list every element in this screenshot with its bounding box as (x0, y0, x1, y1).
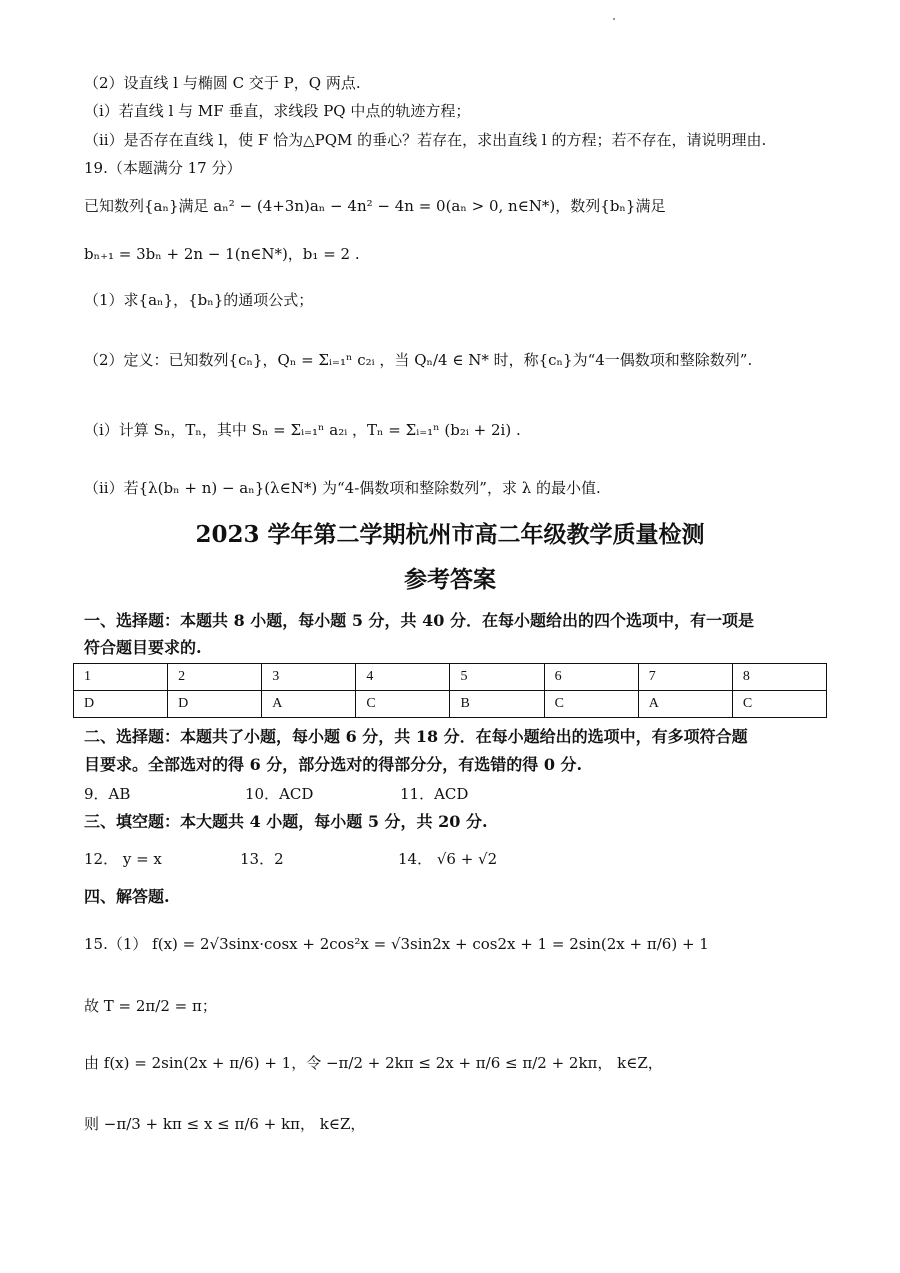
q15-line4: 则 −π/3 + kπ ≤ x ≤ π/6 + kπ， k∈Z， (84, 1115, 366, 1133)
table-cell: A (638, 691, 732, 718)
table-cell: 6 (544, 664, 638, 691)
section1-heading-line2: 符合题目要求的. (84, 638, 202, 657)
fill-answer-13: 13．2 (240, 850, 284, 868)
table-cell: 2 (168, 664, 262, 691)
table-cell: 8 (732, 664, 826, 691)
fill-answer-14: 14． √6 + √2 (398, 850, 498, 868)
q15-line2: 故 T = 2π/2 = π； (84, 997, 217, 1015)
table-cell: 1 (74, 664, 168, 691)
mc-answer-11: 11．ACD (400, 785, 469, 803)
table-cell: A (262, 691, 356, 718)
q18-part2-ii: （ii）是否存在直线 l，使 F 恰为△PQM 的垂心？若存在，求出直线 l 的方程；若不存在，请说明理由. (84, 131, 767, 149)
section2-heading-line1: 二、选择题：本题共了小题，每小题 6 分，共 18 分．在每小题给出的选项中，有多项符合题 (84, 727, 748, 746)
table-cell: 3 (262, 664, 356, 691)
q18-part2-i: （i）若直线 l 与 MF 垂直，求线段 PQ 中点的轨迹方程； (84, 102, 471, 120)
table-cell: C (732, 691, 826, 718)
fill-answer-12: 12． y = x (84, 850, 162, 868)
answer-table-answer-row (74, 691, 827, 718)
table-cell: C (544, 691, 638, 718)
table-cell: B (450, 691, 544, 718)
scan-dot (613, 18, 615, 20)
q19-part2-ii: （ii）若{λ(bₙ + n) − aₙ}(λ∈N*) 为“4-偶数项和整除数列”，求 λ 的最小值. (84, 479, 601, 497)
mc-answer-9: 9．AB (84, 785, 131, 803)
q15-line1: 15.（1） f(x) = 2√3sinx·cosx + 2cos²x = √3sin2x + cos2x + 1 = 2sin(2x + π/6) + 1 (84, 935, 709, 953)
q19-part2: （2）定义：已知数列{cₙ}，Qₙ = Σᵢ₌₁ⁿ c₂ᵢ ，当 Qₙ/4 ∈ N* 时，称{cₙ}为“4一偶数项和整除数列”. (84, 351, 753, 369)
table-cell: 4 (356, 664, 450, 691)
answer-table (73, 663, 827, 718)
table-cell: 5 (450, 664, 544, 691)
q19-stem-line2: bₙ₊₁ = 3bₙ + 2n − 1(n∈N*)，b₁ = 2 . (84, 245, 360, 263)
section3-heading: 三、填空题：本大题共 4 小题，每小题 5 分，共 20 分. (84, 812, 488, 831)
table-cell: D (168, 691, 262, 718)
section1-heading-line1: 一、选择题：本题共 8 小题，每小题 5 分，共 40 分．在每小题给出的四个选项中，有一项是 (84, 611, 754, 630)
q19-part1: （1）求{aₙ}，{bₙ}的通项公式； (84, 291, 314, 309)
section2-heading-line2: 目要求。全部选对的得 6 分，部分选对的得部分分，有选错的得 0 分. (84, 755, 583, 774)
q15-line3: 由 f(x) = 2sin(2x + π/6) + 1，令 −π/2 + 2kπ ≤ 2x + π/6 ≤ π/2 + 2kπ， k∈Z， (84, 1054, 663, 1072)
q18-part2: （2）设直线 l 与椭圆 C 交于 P，Q 两点. (84, 74, 361, 92)
q19-stem-line1: 已知数列{aₙ}满足 aₙ² − (4+3n)aₙ − 4n² − 4n = 0(aₙ > 0, n∈N*)，数列{bₙ}满足 (84, 197, 666, 215)
answer-title: 2023 学年第二学期杭州市高二年级教学质量检测 (195, 521, 705, 548)
answer-subtitle: 参考答案 (404, 566, 496, 593)
table-cell: C (356, 691, 450, 718)
section4-heading: 四、解答题. (84, 887, 170, 906)
table-cell: 7 (638, 664, 732, 691)
q19-header: 19.（本题满分 17 分） (84, 159, 242, 177)
table-cell: D (74, 691, 168, 718)
mc-answer-10: 10．ACD (245, 785, 314, 803)
q19-part2-i: （i）计算 Sₙ，Tₙ，其中 Sₙ = Σᵢ₌₁ⁿ a₂ᵢ ，Tₙ = Σᵢ₌₁ⁿ (b₂ᵢ + 2i) . (84, 421, 521, 439)
answer-table-number-row (74, 664, 827, 691)
